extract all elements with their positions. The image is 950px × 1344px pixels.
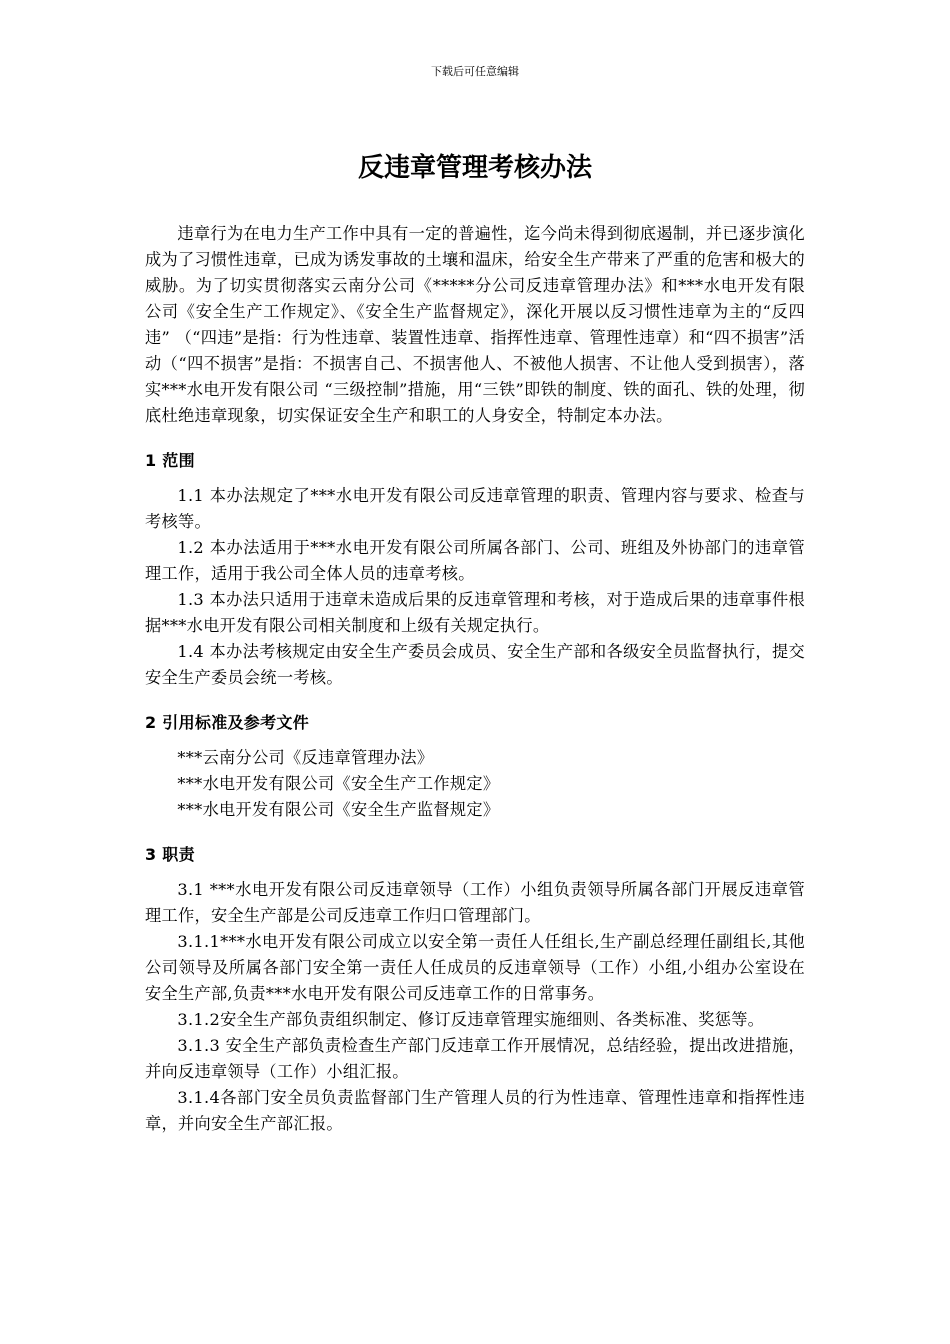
clause-paragraph: 3.1.3 安全生产部负责检查生产部门反违章工作开展情况，总结经验，提出改进措施，并向反违章领导（工作）小组汇报。	[145, 1036, 805, 1081]
section-heading: 1 范围	[145, 451, 195, 470]
clause-paragraph: 1.1 本办法规定了***水电开发有限公司反违章管理的职责、管理内容与要求、检查与考核等。	[145, 486, 805, 531]
clause-paragraph: 1.2 本办法适用于***水电开发有限公司所属各部门、公司、班组及外协部门的违章管理工作，适用于我公司全体人员的违章考核。	[145, 538, 805, 583]
section-heading: 2 引用标准及参考文件	[145, 713, 310, 732]
section-heading: 3 职责	[145, 845, 195, 864]
header-note: 下载后可任意编辑	[431, 65, 519, 78]
reference-item: ***水电开发有限公司《安全生产工作规定》	[177, 774, 500, 793]
section-responsibilities	[145, 842, 805, 1137]
clause-paragraph: 3.1.4各部门安全员负责监督部门生产管理人员的行为性违章、管理性违章和指挥性违章，并向安全生产部汇报。	[145, 1088, 805, 1133]
document-body	[145, 221, 805, 1137]
document-title: 反违章管理考核办法	[357, 153, 592, 183]
clause-paragraph: 1.3 本办法只适用于违章未造成后果的反违章管理和考核，对于造成后果的违章事件根据***水电开发有限公司相关制度和上级有关规定执行。	[145, 590, 805, 635]
section-scope	[145, 448, 805, 691]
reference-item: ***云南分公司《反违章管理办法》	[177, 748, 434, 767]
section-references	[145, 710, 805, 823]
clause-paragraph: 3.1.2安全生产部负责组织制定、修订反违章管理实施细则、各类标准、奖惩等。	[177, 1010, 765, 1029]
clause-paragraph: 3.1 ***水电开发有限公司反违章领导（工作）小组负责领导所属各部门开展反违章管理工作，安全生产部是公司反违章工作归口管理部门。	[145, 880, 805, 925]
clause-paragraph: 1.4 本办法考核规定由安全生产委员会成员、安全生产部和各级安全员监督执行，提交安全生产委员会统一考核。	[145, 642, 805, 687]
intro-paragraph: 违章行为在电力生产工作中具有一定的普遍性，迄今尚未得到彻底遏制，并已逐步演化成为了习惯性违章，已成为诱发事故的土壤和温床，给安全生产带来了严重的危害和极大的威胁。为了切实贯彻落实云南分公司《*****分公司反违章管理办法》和***水电开发有限公司《安全生产工作规定》、《安全生产监督规定》，深化开展以反习惯性违章为主的“反四违” （“四违”是指：行为性违章、装置性违章、指挥性违章、管理性违章）和“四不损害”活动（“四不损害”是指：不损害自己、不损害他人、不被他人损害、不让他人受到损害），落实***水电开发有限公司 “三级控制”措施，用“三铁”即铁的制度、铁的面孔、铁的处理，彻底杜绝违章现象，切实保证安全生产和职工的人身安全，特制定本办法。	[145, 224, 805, 425]
clause-paragraph: 3.1.1***水电开发有限公司成立以安全第一责任人任组长,生产副总经理任副组长,其他公司领导及所属各部门安全第一责任人任成员的反违章领导（工作）小组,小组办公室设在安全生产部,负责***水电开发有限公司反违章工作的日常事务。	[145, 932, 805, 1003]
reference-item: ***水电开发有限公司《安全生产监督规定》	[177, 800, 500, 819]
